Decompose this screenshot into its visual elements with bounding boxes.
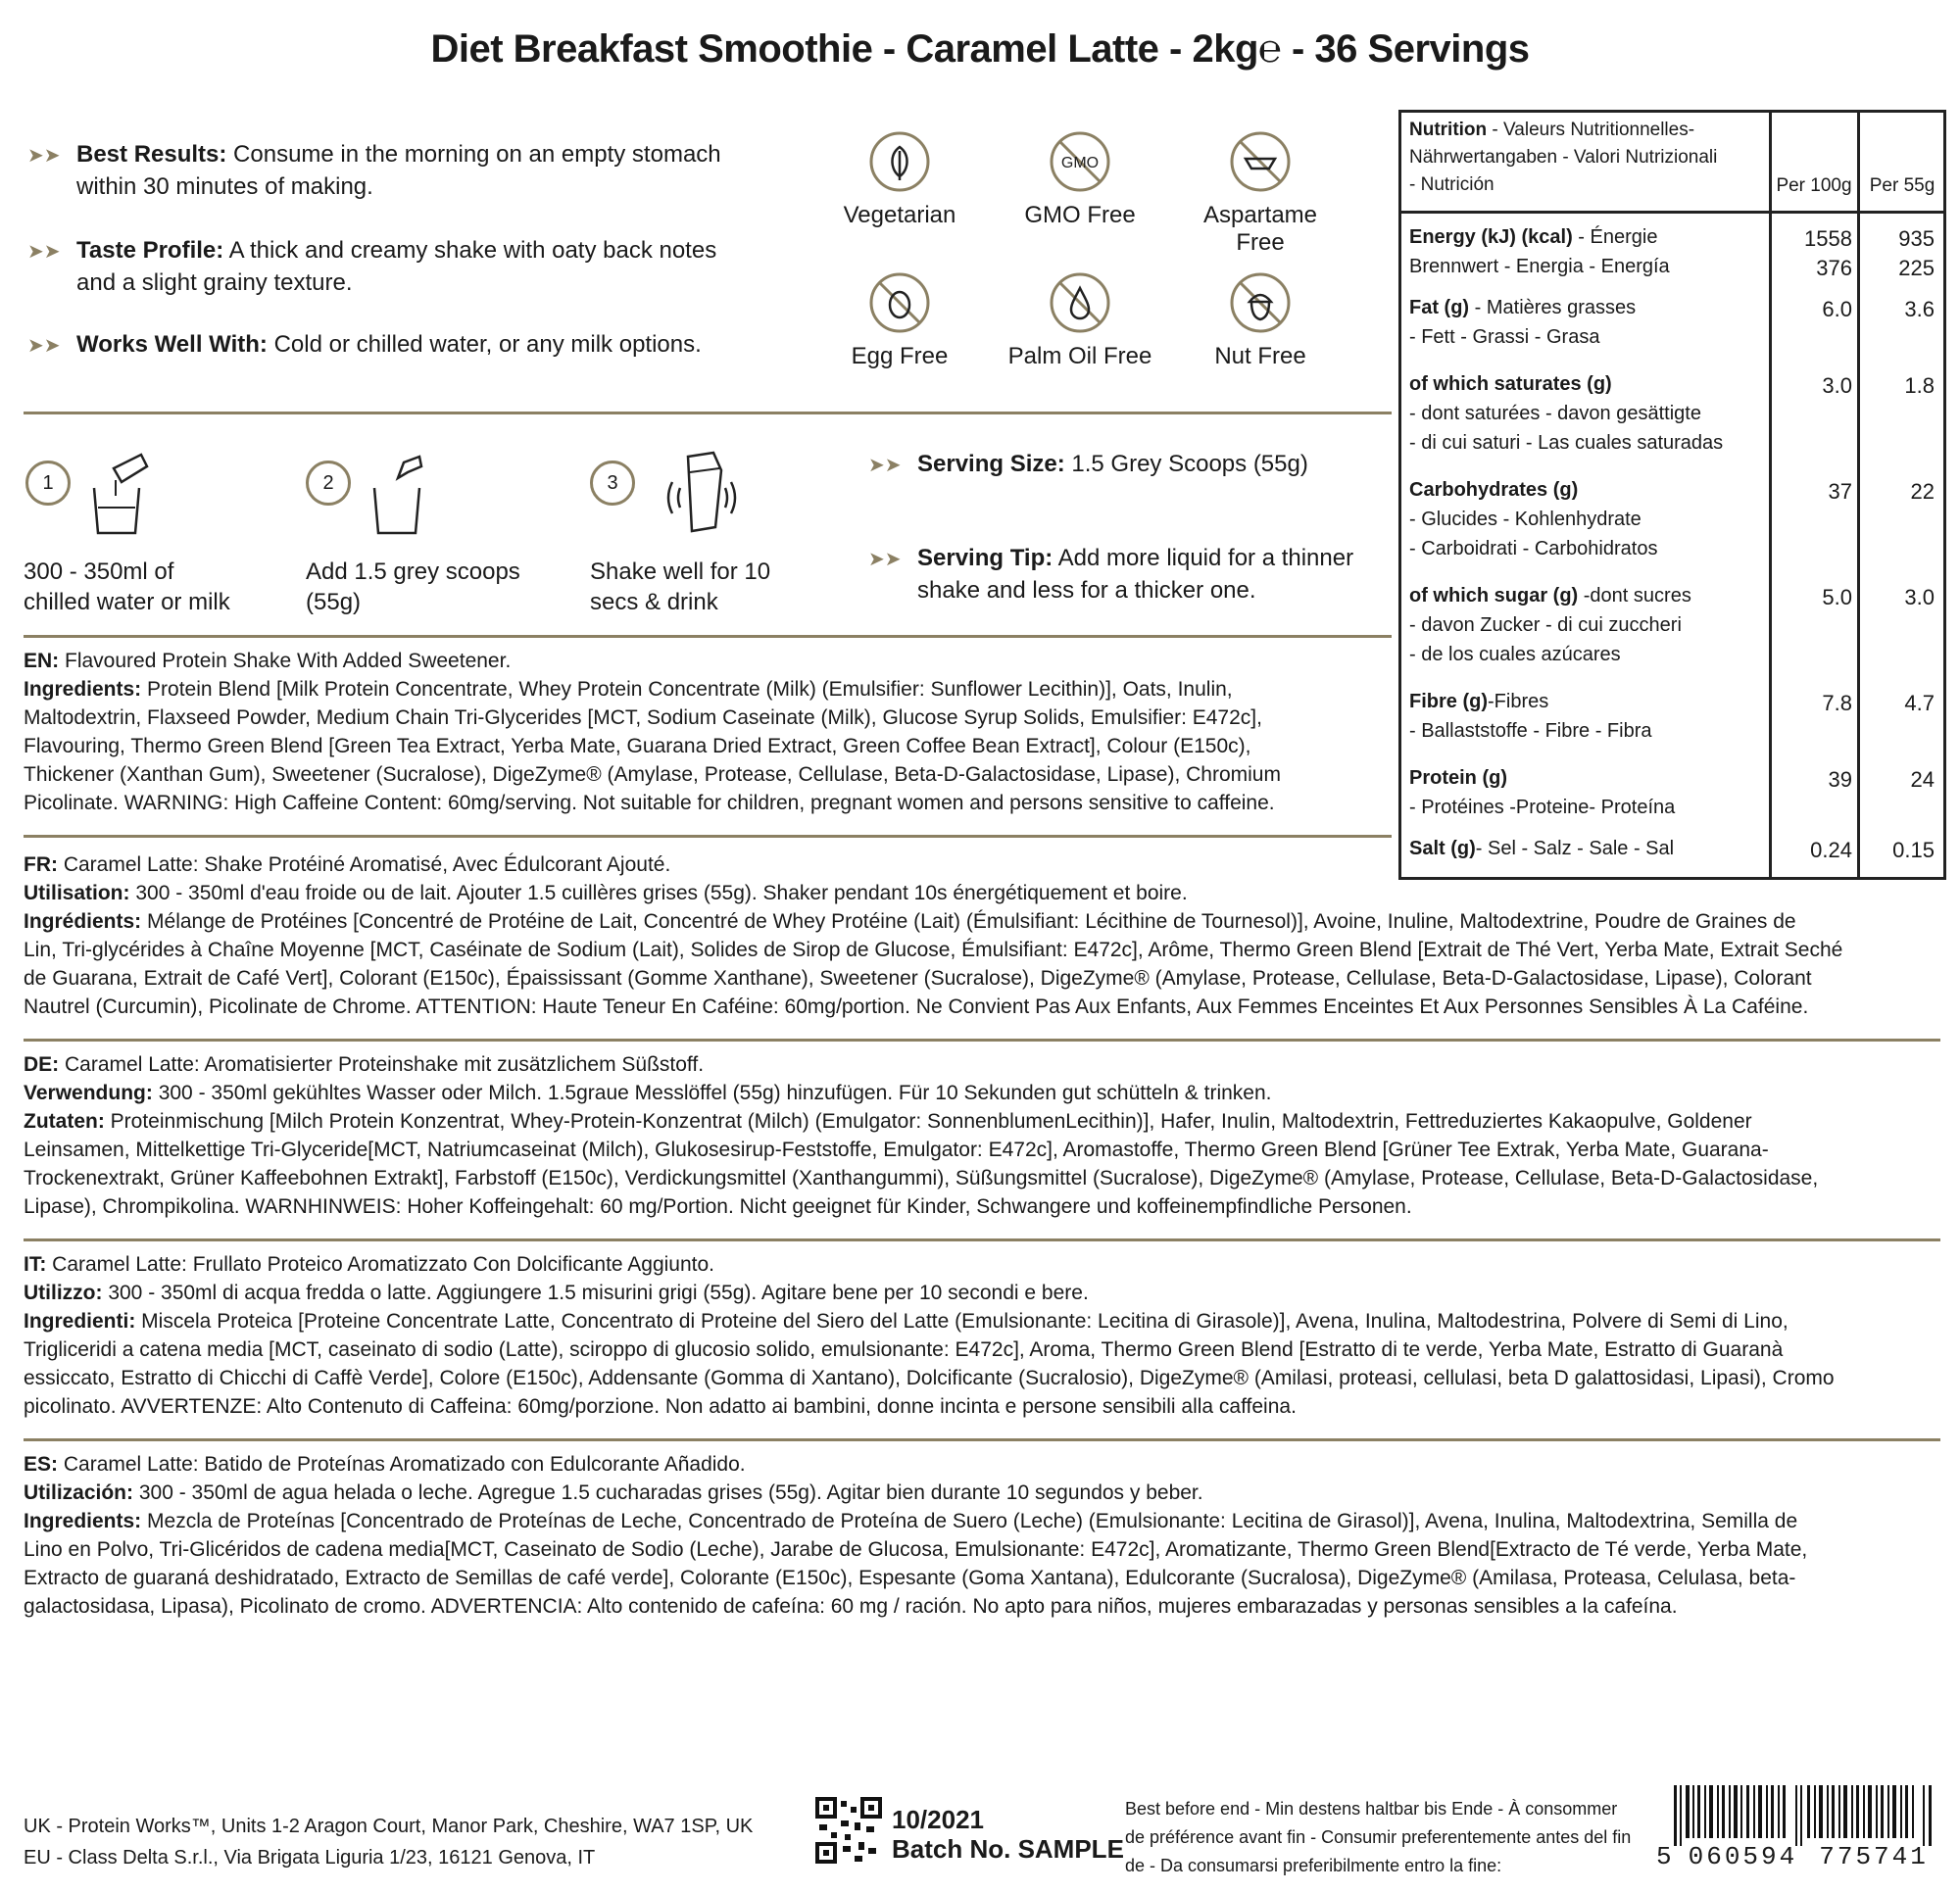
salt-100g: 0.24 — [1810, 838, 1852, 862]
barcode-number: 5 060594 775741 — [1656, 1842, 1929, 1871]
protein-55g: 24 — [1910, 767, 1935, 792]
palm-oil-free-badge — [1002, 270, 1158, 370]
egg-free-badge — [821, 270, 978, 370]
egg-icon — [867, 270, 932, 335]
qr-code-icon — [815, 1797, 882, 1864]
leaf-icon — [867, 129, 932, 194]
arrow-icon: ➤➤ — [27, 335, 61, 357]
vegetarian-label: Vegetarian — [843, 202, 956, 228]
col-per-100g: Per 100g — [1776, 175, 1852, 196]
oil-drop-icon — [1048, 270, 1112, 335]
step-3-text: Shake well for 10 secs & drink — [590, 558, 771, 615]
protein-row: Protein (g) - Protéines -Proteine- Proteína — [1409, 767, 1676, 818]
gmo-free-label: GMO Free — [1024, 202, 1136, 228]
protein-100g: 39 — [1828, 767, 1852, 792]
serving-size: ➤➤ Serving Size: 1.5 Grey Scoops (55g) — [868, 449, 1388, 481]
nutrition-table — [1398, 110, 1946, 880]
energy-kj-100g: 1558 — [1804, 226, 1852, 251]
divider — [24, 1438, 1940, 1441]
fat-100g: 6.0 — [1822, 297, 1852, 321]
step-2-text: Add 1.5 grey scoops (55g) — [306, 558, 520, 615]
taste-profile: ➤➤ Taste Profile: A thick and creamy shake with oaty back notes and a slight grainy texture. — [27, 237, 717, 296]
spanish-section: ES: Caramel Latte: Batido de Proteínas Aromatizado con Edulcorante Añadido. Utilización: 300 - 350ml de agua helada o leche. Agregue 1.5 cucharadas grises (55g). Agitar bien durante 10 segundos y beber. Ingredients: Mezcla de Proteínas [Concentrado de Proteínas de Leche, Concentrado de Proteína de Suero (Leche) (Emulsionante: Lecitina de Girasol)], Avena, Inulina, Maltodextrina, Semilla de Lino en Polvo, Tri-Glicéridos de cadena media[MCT, Caseinato de Sodio (Leche), Jarabe de Glucosa, Emulsionante: E472c], Aromatizante, Thermo Green Blend[Extracto de Té verde, Yerba Mate, Extracto de guaraná deshidratado, Extracto de Semillas de café verde], Colorante (E150c), Espesante (Goma Xantana), Edulcorante (Sucralosa), DigeZyme® (Amilasa, Proteasa, Celulasa, beta- galactosidasa, Lipasa), Picolinato de cromo. ADVERTENCIA: Alto contenido de cafeína: 60 mg / ración. No apto para niños, mujeres embarazadas y personas sensibles a la cafeína. — [24, 1453, 1808, 1618]
page-title: Diet Breakfast Smoothie - Caramel Latte - 2kg℮ - 36 Servings — [430, 27, 1530, 71]
palm-oil-free-label: Palm Oil Free — [1007, 343, 1152, 369]
saturates-55g: 1.8 — [1904, 373, 1935, 398]
col-per-55g: Per 55g — [1869, 175, 1936, 196]
divider — [24, 635, 1392, 638]
energy-kj-55g: 935 — [1898, 226, 1935, 251]
best-results: ➤➤ Best Results: Consume in the morning on an empty stomach within 30 minutes of making. — [27, 141, 721, 200]
divider — [24, 835, 1392, 838]
sugar-100g: 5.0 — [1822, 585, 1852, 609]
fibre-100g: 7.8 — [1822, 691, 1852, 715]
gmo-icon — [1048, 129, 1112, 194]
aspartame-free-badge — [1182, 129, 1339, 257]
french-section: FR: Caramel Latte: Shake Protéiné Aromatisé, Avec Édulcorant Ajouté. Utilisation: 300 - 350ml d'eau froide ou de lait. Ajouter 1.5 cuillères grises (55g). Shaker pendant 10s énergétiquement et boire. Ingrédients: Mélange de Protéines [Concentré de Protéine de Lait, Concentré de Whey Protéine (Lait) (Émulsifiant: Lécithine de Tournesol)], Avoine, Inuline, Maltodextrine, Poudre de Graines de Lin, Tri-glycérides à Chaîne Moyenne [MCT, Caséinate de Sodium (Lait), Solides de Sirop de Glucose, Émulsifiant: E472c], Arôme, Thermo Green Blend [Extrait de Thé Vert, Yerba Mate, Extrait Seché de Guarana, Extrait de Café Vert], Colorant (E150c), Épaississant (Gomme Xanthane), Sweetener (Sucralose), DigeZyme® (Amylase, Protease, Cellulase, Beta-D-Galactosidase, Lipase), Colorant Nautrel (Curcumin), Picolinate de Chrome. ATTENTION: Haute Teneur En Caféine: 60mg/portion. Ne Convient Pas Aux Enfants, Aux Femmes Enceintes Et Aux Personnes Sensibles À La Caféine. — [24, 853, 1843, 1018]
nut-icon — [1228, 270, 1293, 335]
pour-icon — [84, 449, 153, 537]
company-addresses: UK - Protein Works™, Units 1-2 Aragon Court, Manor Park, Cheshire, WA7 1SP, UK EU - Class Delta S.r.l., Via Brigata Liguria 1/23, 16121 Genova, IT — [24, 1816, 754, 1869]
saturates-row: of which saturates (g) - dont saturées - davon gesättigte - di cui saturi - Las cuales saturadas — [1409, 373, 1724, 454]
saturates-100g: 3.0 — [1822, 373, 1852, 398]
sweetener-icon — [1228, 129, 1293, 194]
sugar-row: of which sugar (g) -dont sucres - davon Zucker - di cui zuccheri - de los cuales azúcares — [1409, 585, 1691, 665]
nut-free-label: Nut Free — [1214, 343, 1306, 369]
italian-section: IT: Caramel Latte: Frullato Proteico Aromatizzato Con Dolcificante Aggiunto. Utilizzo: 300 - 350ml di acqua fredda o latte. Aggiungere 1.5 misurini grigi (55g). Agitare bene per 10 secondi e bere. Ingredienti: Miscela Proteica [Proteine Concentrate Latte, Concentrato di Proteine del Siero del Latte (Emulsionante: Lecitina di Girasole)], Avena, Inulina, Maltodestrina, Polvere di Semi di Lino, Trigliceridi a catena media [MCT, caseinato di sodio (Latte), sciroppo di glucosio solido, emulsionante: E472c], Aroma, Thermo Green Blend [Estratto di te verde, Yerba Mate, Estratto di Guaranà essiccato, Estratto di Chicchi di Caffè Verde], Colore (E150c), Addensante (Gomma di Xantano), Dolcificante (Sucralosio), DigeZyme® (Amilasi, proteasi, cellulasi, beta D galattosidasi, Lipasi), Cromo picolinato. AVVERTENZE: Alto Contenuto di Caffeina: 60mg/porzione. Non adatto ai bambini, donne incinta e persone sensibili alla caffeina. — [24, 1253, 1835, 1418]
salt-row: Salt (g)- Sel - Salz - Sale - Sal — [1409, 838, 1675, 859]
gmo-free-badge — [1002, 129, 1158, 229]
energy-kcal-55g: 225 — [1898, 256, 1935, 280]
arrow-icon: ➤➤ — [27, 241, 61, 263]
salt-55g: 0.15 — [1892, 838, 1935, 862]
scoop-icon — [365, 449, 433, 537]
best-before: Best before end - Min destens haltbar bis Ende - À consommer de préférence avant fin - Consumir preferentemente antes del fin de - Da consumarsi preferibilmente entro la fine: — [1125, 1799, 1632, 1875]
sugar-55g: 3.0 — [1904, 585, 1935, 609]
barcode — [1672, 1785, 1935, 1846]
batch-info: 10/2021 Batch No. SAMPLE — [892, 1805, 1124, 1864]
nut-free-badge — [1182, 270, 1339, 370]
arrow-icon: ➤➤ — [868, 549, 902, 570]
serving-tip: ➤➤ Serving Tip: Add more liquid for a thinner shake and less for a thicker one. — [868, 545, 1354, 604]
svg-text:GMO: GMO — [1060, 155, 1100, 171]
fat-55g: 3.6 — [1904, 297, 1935, 321]
step-1-number: 1 — [25, 461, 71, 506]
step-2-number: 2 — [306, 461, 351, 506]
nutrition-header: Nutrition - Valeurs Nutritionnelles- Nährwertangaben - Valori Nutrizionali - Nutrición — [1409, 120, 1718, 195]
divider — [24, 1238, 1940, 1241]
energy-row: Energy (kJ) (kcal) - Énergie Brennwert - Energia - Energía — [1409, 226, 1670, 277]
divider — [24, 1039, 1940, 1042]
arrow-icon: ➤➤ — [27, 145, 61, 167]
carbs-100g: 37 — [1828, 479, 1852, 504]
carbs-55g: 22 — [1910, 479, 1935, 504]
carbohydrates-row: Carbohydrates (g) - Glucides - Kohlenhydrate - Carboidrati - Carbohidratos — [1409, 479, 1658, 559]
arrow-icon: ➤➤ — [868, 455, 902, 476]
step-1-text: 300 - 350ml of chilled water or milk — [24, 558, 230, 615]
egg-free-label: Egg Free — [851, 343, 949, 369]
fibre-row: Fibre (g)-Fibres - Ballaststoffe - Fibre - Fibra — [1409, 691, 1652, 742]
energy-kcal-100g: 376 — [1816, 256, 1852, 280]
step-3-number: 3 — [590, 461, 635, 506]
vegetarian-badge — [821, 129, 978, 229]
english-section: EN: Flavoured Protein Shake With Added Sweetener. Ingredients: Protein Blend [Milk Protein Concentrate, Whey Protein Concentrate (Milk) (Emulsifier: Sunflower Lecithin)], Oats, Inulin, Maltodextrin, Flaxseed Powder, Medium Chain Tri-Glycerides [MCT, Sodium Caseinate (Milk), Glucose Syrup Solids, Emulsifier: E472c], Flavouring, Thermo Green Blend [Green Tea Extract, Yerba Mate, Guarana Dried Extract, Green Coffee Bean Extract], Colour (E150c), Thickener (Xanthan Gum), Sweetener (Sucralose), DigeZyme® (Amylase, Protease, Cellulase, Beta-D-Galactosidase, Lipase), Chromium Picolinate. WARNING: High Caffeine Content: 60mg/serving. Not suitable for children, pregnant women and persons sensitive to caffeine. — [24, 650, 1281, 814]
divider — [24, 412, 1392, 414]
aspartame-free-label: Aspartame Free — [1202, 202, 1318, 256]
shaker-icon — [659, 443, 747, 541]
fibre-55g: 4.7 — [1904, 691, 1935, 715]
german-section: DE: Caramel Latte: Aromatisierter Proteinshake mit zusätzlichem Süßstoff. Verwendung: 300 - 350ml gekühltes Wasser oder Milch. 1.5graue Messlöffel (55g) hinzufügen. Für 10 Sekunden gut schütteln & trinken. Zutaten: Proteinmischung [Milch Protein Konzentrat, Whey-Protein-Konzentrat (Milch) (Emulgator: SonnenblumenLecithin)], Hafer, Inulin, Maltodextrin, Fettreduziertes Kakaopulve, Goldener Leinsamen, Mittelkettige Tri-Glyceride[MCT, Natriumcaseinat (Milch), Glukosesirup-Feststoffe, Emulgator: E472c], Aromastoffe, Thermo Green Blend [Grüner Tee Extrak, Yerba Mate, Guarana- Trockenextrakt, Grüner Kaffeebohnen Extrakt], Farbstoff (E150c), Verdickungsmittel (Xanthangummi), Süßungsmittel (Sucralose), DigeZyme® (Amylase, Protease, Cellulase, Beta-D-Galactosidase, Lipase), Chrompikolina. WARNHINWEIS: Hoher Koffeingehalt: 60 mg/Portion. Nicht geeignet für Kinder, Schwangere und koffeinempfindliche Personen. — [24, 1053, 1819, 1218]
fat-row: Fat (g) - Matières grasses - Fett - Grassi - Grasa — [1409, 297, 1637, 348]
works-well-with: ➤➤ Works Well With: Cold or chilled water, or any milk options. — [27, 329, 733, 362]
